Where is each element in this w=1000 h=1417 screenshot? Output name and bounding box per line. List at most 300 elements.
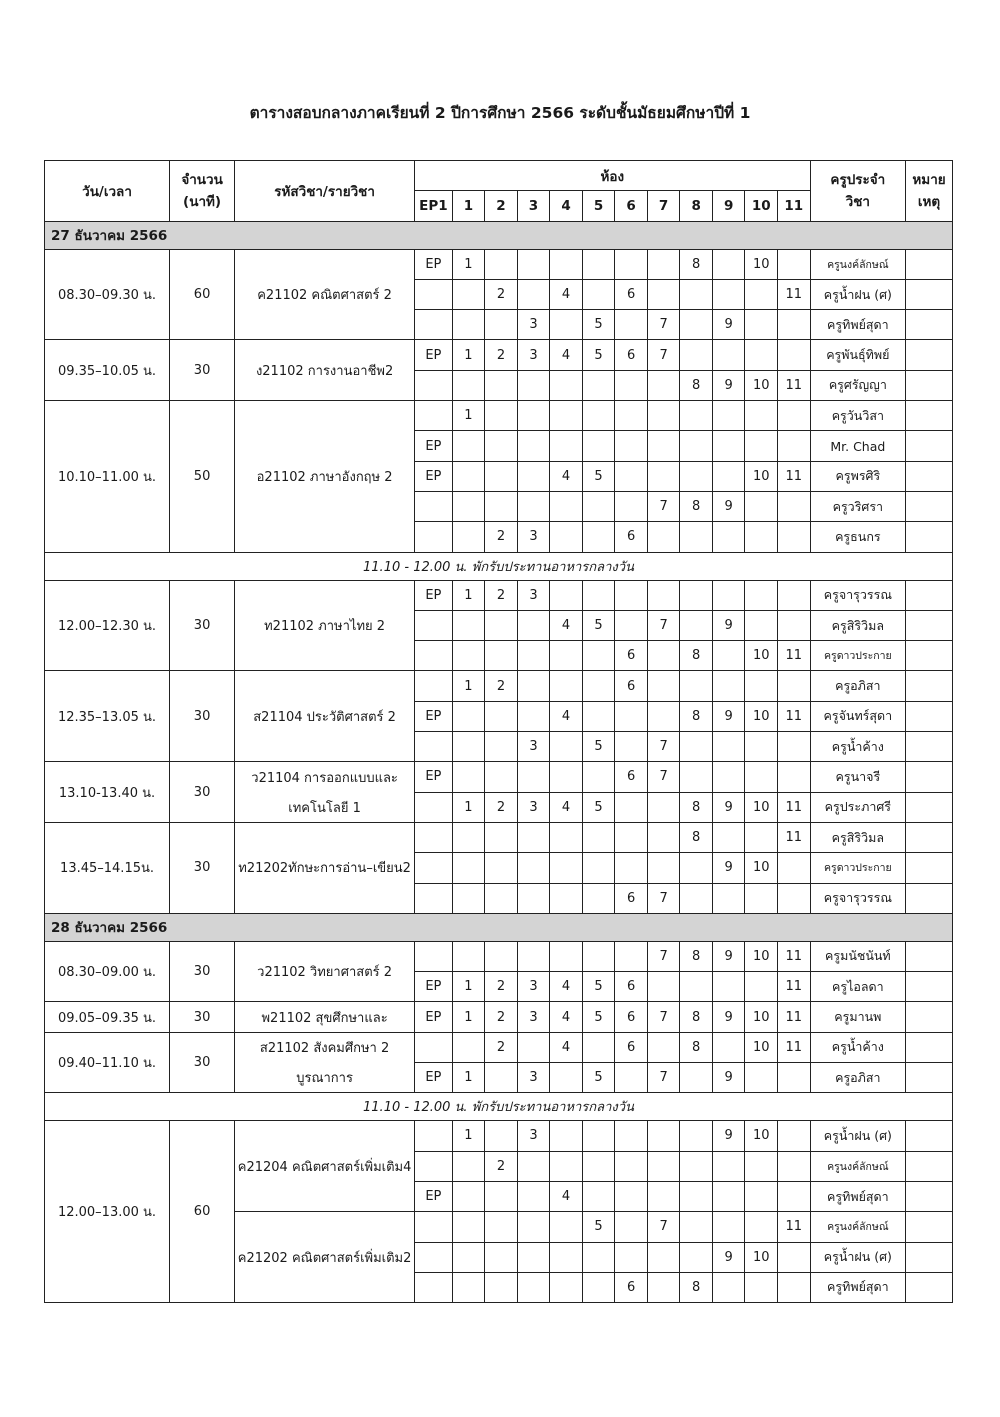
room-cell-8 <box>680 1212 713 1242</box>
room-cell-3 <box>517 491 550 521</box>
time-cell: 12.00–12.30 น. <box>45 580 170 671</box>
room-cell-3 <box>517 370 550 400</box>
duration-cell: 60 <box>170 1121 235 1303</box>
room-cell-2 <box>485 249 518 279</box>
room-cell-3: 3 <box>517 580 550 610</box>
room-cell-5 <box>582 580 615 610</box>
subject-cell: ค21102 คณิตศาสตร์ 2 <box>235 249 415 340</box>
room-cell-7: 7 <box>647 883 680 913</box>
teacher-cell: ครูนงค์ลักษณ์ <box>810 249 906 279</box>
room-cell-6: 6 <box>615 1272 648 1302</box>
room-cell-10 <box>745 279 778 309</box>
room-cell-9 <box>712 1272 745 1302</box>
room-cell-6: 6 <box>615 762 648 792</box>
room-cell-5 <box>582 1151 615 1181</box>
room-cell-5: 5 <box>582 610 615 640</box>
room-cell-2: 2 <box>485 279 518 309</box>
room-cell-11 <box>777 249 810 279</box>
room-cell-5: 5 <box>582 792 615 822</box>
room-cell-9: 9 <box>712 1002 745 1032</box>
room-cell-9: 9 <box>712 1121 745 1151</box>
room-cell-10 <box>745 310 778 340</box>
subject-cell: ส21102 สังคมศึกษา 2 <box>235 1032 415 1062</box>
teacher-cell: ครูอภิสา <box>810 1063 906 1093</box>
room-cell-ep: EP <box>415 1063 453 1093</box>
room-cell-1 <box>452 701 485 731</box>
room-cell-5 <box>582 762 615 792</box>
teacher-cell: ครูนงค์ลักษณ์ <box>810 1151 906 1181</box>
room-cell-3 <box>517 401 550 431</box>
time-cell: 12.35–13.05 น. <box>45 671 170 762</box>
teacher-cell: ครูจันทร์สุดา <box>810 701 906 731</box>
duration-cell: 30 <box>170 671 235 762</box>
room-cell-3 <box>517 701 550 731</box>
room-cell-5 <box>582 853 615 883</box>
room-cell-2 <box>485 1121 518 1151</box>
room-cell-1: 1 <box>452 1121 485 1151</box>
room-cell-6 <box>615 610 648 640</box>
room-cell-1: 1 <box>452 249 485 279</box>
duration-cell: 30 <box>170 941 235 1002</box>
header-room-2: 2 <box>485 191 518 221</box>
room-cell-3 <box>517 431 550 461</box>
room-cell-10 <box>745 671 778 701</box>
lunch-break-row <box>45 1093 953 1121</box>
room-cell-7 <box>647 1181 680 1211</box>
room-cell-8: 8 <box>680 792 713 822</box>
room-cell-4 <box>550 1151 583 1181</box>
note-cell <box>906 1272 953 1302</box>
room-cell-2: 2 <box>485 580 518 610</box>
document-title: ตารางสอบกลางภาคเรียนที่ 2 ปีการศึกษา 2566 ระดับชั้นมัธยมศึกษาปีที่ 1 <box>249 104 751 122</box>
note-cell <box>906 431 953 461</box>
note-cell <box>906 853 953 883</box>
room-cell-6: 6 <box>615 671 648 701</box>
exam-schedule-table <box>44 160 953 1303</box>
room-cell-6 <box>615 1063 648 1093</box>
room-cell-9 <box>712 1181 745 1211</box>
note-cell <box>906 883 953 913</box>
room-cell-8 <box>680 1151 713 1181</box>
room-cell-11 <box>777 401 810 431</box>
room-cell-4 <box>550 822 583 852</box>
room-cell-10 <box>745 522 778 552</box>
teacher-cell: ครูมนัชนันท์ <box>810 941 906 971</box>
room-cell-9 <box>712 732 745 762</box>
date-row <box>45 221 953 249</box>
room-cell-4: 4 <box>550 1181 583 1211</box>
room-cell-ep <box>415 1242 453 1272</box>
room-cell-ep <box>415 671 453 701</box>
teacher-cell: ครูทิพย์สุดา <box>810 1272 906 1302</box>
room-cell-5 <box>582 641 615 671</box>
room-cell-6 <box>615 580 648 610</box>
room-cell-1 <box>452 279 485 309</box>
room-cell-ep: EP <box>415 972 453 1002</box>
room-cell-7 <box>647 1242 680 1272</box>
note-cell <box>906 641 953 671</box>
room-cell-11: 11 <box>777 461 810 491</box>
time-cell: 13.45–14.15น. <box>45 822 170 913</box>
room-cell-ep: EP <box>415 340 453 370</box>
room-cell-3: 3 <box>517 1002 550 1032</box>
room-cell-1: 1 <box>452 671 485 701</box>
room-cell-9 <box>712 431 745 461</box>
room-cell-2 <box>485 610 518 640</box>
room-cell-2 <box>485 762 518 792</box>
table-row <box>45 1032 953 1062</box>
room-cell-2 <box>485 401 518 431</box>
header-room-ep1: EP1 <box>415 191 453 221</box>
room-cell-6 <box>615 1151 648 1181</box>
note-cell <box>906 461 953 491</box>
room-cell-2 <box>485 1242 518 1272</box>
room-cell-2 <box>485 701 518 731</box>
room-cell-4 <box>550 1242 583 1272</box>
room-cell-ep <box>415 792 453 822</box>
subject-cell: ค21204 คณิตศาสตร์เพิ่มเติม4 <box>235 1121 415 1212</box>
table-row <box>45 340 953 370</box>
room-cell-11 <box>777 762 810 792</box>
time-cell: 08.30–09.00 น. <box>45 941 170 1002</box>
room-cell-9 <box>712 279 745 309</box>
teacher-cell: Mr. Chad <box>810 431 906 461</box>
room-cell-10: 10 <box>745 249 778 279</box>
header-room-7: 7 <box>647 191 680 221</box>
room-cell-3 <box>517 883 550 913</box>
room-cell-1: 1 <box>452 401 485 431</box>
subject-cell-continued: เทคโนโลยี 1 <box>235 792 415 822</box>
room-cell-6 <box>615 491 648 521</box>
room-cell-6: 6 <box>615 1002 648 1032</box>
room-cell-7 <box>647 822 680 852</box>
room-cell-7 <box>647 1272 680 1302</box>
room-cell-4: 4 <box>550 972 583 1002</box>
room-cell-2: 2 <box>485 792 518 822</box>
room-cell-1 <box>452 522 485 552</box>
teacher-cell: ครูธนกร <box>810 522 906 552</box>
room-cell-4 <box>550 671 583 701</box>
room-cell-5 <box>582 883 615 913</box>
header-room-6: 6 <box>615 191 648 221</box>
note-cell <box>906 1151 953 1181</box>
room-cell-6 <box>615 249 648 279</box>
teacher-cell: ครูน้ำฝน (ศ) <box>810 1121 906 1151</box>
note-cell <box>906 1063 953 1093</box>
room-cell-11 <box>777 491 810 521</box>
room-cell-7 <box>647 522 680 552</box>
room-cell-11 <box>777 1063 810 1093</box>
room-cell-4 <box>550 401 583 431</box>
room-cell-3 <box>517 762 550 792</box>
room-cell-6: 6 <box>615 522 648 552</box>
room-cell-10: 10 <box>745 641 778 671</box>
room-cell-3 <box>517 941 550 971</box>
room-cell-7 <box>647 671 680 701</box>
time-cell: 13.10-13.40 น. <box>45 762 170 823</box>
room-cell-10: 10 <box>745 941 778 971</box>
note-cell <box>906 279 953 309</box>
duration-cell: 30 <box>170 1002 235 1032</box>
room-cell-11 <box>777 522 810 552</box>
room-cell-4: 4 <box>550 1032 583 1062</box>
room-cell-4: 4 <box>550 340 583 370</box>
room-cell-11: 11 <box>777 370 810 400</box>
room-cell-7 <box>647 580 680 610</box>
room-cell-7: 7 <box>647 610 680 640</box>
header-row-1 <box>45 161 953 191</box>
room-cell-7: 7 <box>647 491 680 521</box>
note-cell <box>906 1002 953 1032</box>
room-cell-10 <box>745 762 778 792</box>
note-cell <box>906 401 953 431</box>
room-cell-10: 10 <box>745 1032 778 1062</box>
room-cell-9 <box>712 461 745 491</box>
room-cell-11: 11 <box>777 701 810 731</box>
room-cell-ep <box>415 1032 453 1062</box>
room-cell-10: 10 <box>745 1002 778 1032</box>
teacher-cell: ครูจารุวรรณ <box>810 883 906 913</box>
room-cell-7: 7 <box>647 1212 680 1242</box>
subject-cell: ส21104 ประวัติศาสตร์ 2 <box>235 671 415 762</box>
room-cell-5: 5 <box>582 1063 615 1093</box>
room-cell-5 <box>582 1181 615 1211</box>
room-cell-5: 5 <box>582 1212 615 1242</box>
table-row <box>45 249 953 279</box>
teacher-cell: ครูวริศรา <box>810 491 906 521</box>
room-cell-5 <box>582 431 615 461</box>
room-cell-6: 6 <box>615 972 648 1002</box>
room-cell-5 <box>582 671 615 701</box>
room-cell-1 <box>452 431 485 461</box>
room-cell-4: 4 <box>550 1002 583 1032</box>
room-cell-9 <box>712 641 745 671</box>
room-cell-4 <box>550 580 583 610</box>
subject-cell: ท21202ทักษะการอ่าน–เขียน2 <box>235 822 415 913</box>
room-cell-3 <box>517 822 550 852</box>
room-cell-5: 5 <box>582 1002 615 1032</box>
room-cell-6 <box>615 853 648 883</box>
teacher-cell: ครูทิพย์สุดา <box>810 1181 906 1211</box>
room-cell-11: 11 <box>777 972 810 1002</box>
room-cell-2 <box>485 641 518 671</box>
teacher-cell: ครูน้ำฝน (ศ) <box>810 1242 906 1272</box>
room-cell-8 <box>680 401 713 431</box>
room-cell-6 <box>615 941 648 971</box>
room-cell-1: 1 <box>452 580 485 610</box>
room-cell-10 <box>745 580 778 610</box>
room-cell-3 <box>517 853 550 883</box>
room-cell-7: 7 <box>647 1002 680 1032</box>
subject-cell: ค21202 คณิตศาสตร์เพิ่มเติม2 <box>235 1212 415 1303</box>
room-cell-7 <box>647 1121 680 1151</box>
room-cell-8: 8 <box>680 249 713 279</box>
room-cell-3 <box>517 610 550 640</box>
room-cell-ep: EP <box>415 1181 453 1211</box>
room-cell-11: 11 <box>777 792 810 822</box>
room-cell-7 <box>647 1032 680 1062</box>
room-cell-11 <box>777 853 810 883</box>
room-cell-ep <box>415 1212 453 1242</box>
room-cell-9 <box>712 883 745 913</box>
room-cell-8 <box>680 732 713 762</box>
room-cell-1 <box>452 491 485 521</box>
table-row <box>45 1002 953 1032</box>
header-room-1: 1 <box>452 191 485 221</box>
room-cell-3: 3 <box>517 522 550 552</box>
room-cell-4 <box>550 883 583 913</box>
room-cell-10: 10 <box>745 1121 778 1151</box>
room-cell-ep: EP <box>415 580 453 610</box>
room-cell-3: 3 <box>517 972 550 1002</box>
room-cell-6 <box>615 701 648 731</box>
room-cell-5 <box>582 491 615 521</box>
room-cell-1 <box>452 1151 485 1181</box>
room-cell-4: 4 <box>550 792 583 822</box>
room-cell-4 <box>550 370 583 400</box>
note-cell <box>906 701 953 731</box>
room-cell-1: 1 <box>452 1063 485 1093</box>
room-cell-7: 7 <box>647 1063 680 1093</box>
lunch-break-label: 11.10 - 12.00 น. พักรับประทานอาหารกลางวัน <box>45 552 953 580</box>
room-cell-1 <box>452 762 485 792</box>
room-cell-3 <box>517 1242 550 1272</box>
table-row <box>45 580 953 610</box>
room-cell-1 <box>452 1032 485 1062</box>
room-cell-10 <box>745 732 778 762</box>
header-datetime: วัน/เวลา <box>45 161 170 222</box>
header-teacher: ครูประจำ วิชา <box>810 161 906 222</box>
teacher-cell: ครูพรศิริ <box>810 461 906 491</box>
room-cell-4: 4 <box>550 701 583 731</box>
note-cell <box>906 972 953 1002</box>
room-cell-7 <box>647 853 680 883</box>
table-row <box>45 762 953 792</box>
room-cell-8 <box>680 1063 713 1093</box>
note-cell <box>906 1242 953 1272</box>
room-cell-9 <box>712 1212 745 1242</box>
room-cell-8 <box>680 671 713 701</box>
teacher-cell: ครูไอลดา <box>810 972 906 1002</box>
room-cell-6 <box>615 1212 648 1242</box>
room-cell-10 <box>745 883 778 913</box>
header-room-5: 5 <box>582 191 615 221</box>
room-cell-9: 9 <box>712 853 745 883</box>
room-cell-8: 8 <box>680 941 713 971</box>
room-cell-6: 6 <box>615 883 648 913</box>
room-cell-5: 5 <box>582 972 615 1002</box>
room-cell-6 <box>615 732 648 762</box>
room-cell-1 <box>452 941 485 971</box>
note-cell <box>906 671 953 701</box>
room-cell-5 <box>582 249 615 279</box>
note-cell <box>906 1181 953 1211</box>
subject-cell: อ21102 ภาษาอังกฤษ 2 <box>235 401 415 552</box>
room-cell-6: 6 <box>615 1032 648 1062</box>
room-cell-2 <box>485 1272 518 1302</box>
note-cell <box>906 732 953 762</box>
room-cell-7: 7 <box>647 941 680 971</box>
room-cell-10 <box>745 340 778 370</box>
teacher-cell: ครูน้ำค้าง <box>810 1032 906 1062</box>
header-subject: รหัสวิชา/รายวิชา <box>235 161 415 222</box>
room-cell-11 <box>777 732 810 762</box>
duration-cell: 30 <box>170 822 235 913</box>
room-cell-ep <box>415 279 453 309</box>
subject-cell: ง21102 การงานอาชีพ2 <box>235 340 415 401</box>
room-cell-ep <box>415 941 453 971</box>
room-cell-8 <box>680 522 713 552</box>
subject-cell: ว21102 วิทยาศาสตร์ 2 <box>235 941 415 1002</box>
duration-cell: 60 <box>170 249 235 340</box>
room-cell-1: 1 <box>452 1002 485 1032</box>
room-cell-6 <box>615 431 648 461</box>
room-cell-ep: EP <box>415 701 453 731</box>
table-row <box>45 401 953 431</box>
room-cell-11 <box>777 580 810 610</box>
teacher-cell: ครูประภาศรี <box>810 792 906 822</box>
room-cell-10: 10 <box>745 853 778 883</box>
room-cell-7 <box>647 401 680 431</box>
room-cell-6 <box>615 1121 648 1151</box>
room-cell-6 <box>615 401 648 431</box>
room-cell-8: 8 <box>680 370 713 400</box>
room-cell-7 <box>647 972 680 1002</box>
room-cell-6 <box>615 370 648 400</box>
header-room-4: 4 <box>550 191 583 221</box>
room-cell-11 <box>777 1272 810 1302</box>
room-cell-5 <box>582 822 615 852</box>
table-row <box>45 822 953 852</box>
room-cell-2 <box>485 370 518 400</box>
room-cell-11 <box>777 1151 810 1181</box>
room-cell-3: 3 <box>517 1121 550 1151</box>
room-cell-6: 6 <box>615 641 648 671</box>
room-cell-8: 8 <box>680 822 713 852</box>
date-label: 28 ธันวาคม 2566 <box>45 913 953 941</box>
room-cell-10: 10 <box>745 461 778 491</box>
room-cell-11 <box>777 340 810 370</box>
room-cell-7 <box>647 792 680 822</box>
room-cell-7 <box>647 249 680 279</box>
date-row <box>45 913 953 941</box>
room-cell-9: 9 <box>712 610 745 640</box>
room-cell-11 <box>777 610 810 640</box>
room-cell-3 <box>517 279 550 309</box>
room-cell-ep <box>415 310 453 340</box>
room-cell-ep <box>415 610 453 640</box>
subject-cell-continued: บูรณาการ <box>235 1063 415 1093</box>
room-cell-9 <box>712 340 745 370</box>
room-cell-2 <box>485 1212 518 1242</box>
room-cell-8 <box>680 1121 713 1151</box>
time-cell: 09.05–09.35 น. <box>45 1002 170 1032</box>
teacher-cell: ครูดาวประกาย <box>810 641 906 671</box>
room-cell-3 <box>517 1272 550 1302</box>
room-cell-ep <box>415 370 453 400</box>
room-cell-11 <box>777 1242 810 1272</box>
room-cell-11 <box>777 310 810 340</box>
room-cell-1: 1 <box>452 792 485 822</box>
note-cell <box>906 1121 953 1151</box>
note-cell <box>906 522 953 552</box>
room-cell-8: 8 <box>680 1272 713 1302</box>
teacher-cell: ครูน้ำค้าง <box>810 732 906 762</box>
room-cell-ep <box>415 732 453 762</box>
room-cell-10 <box>745 1212 778 1242</box>
room-cell-5 <box>582 279 615 309</box>
room-cell-3: 3 <box>517 732 550 762</box>
